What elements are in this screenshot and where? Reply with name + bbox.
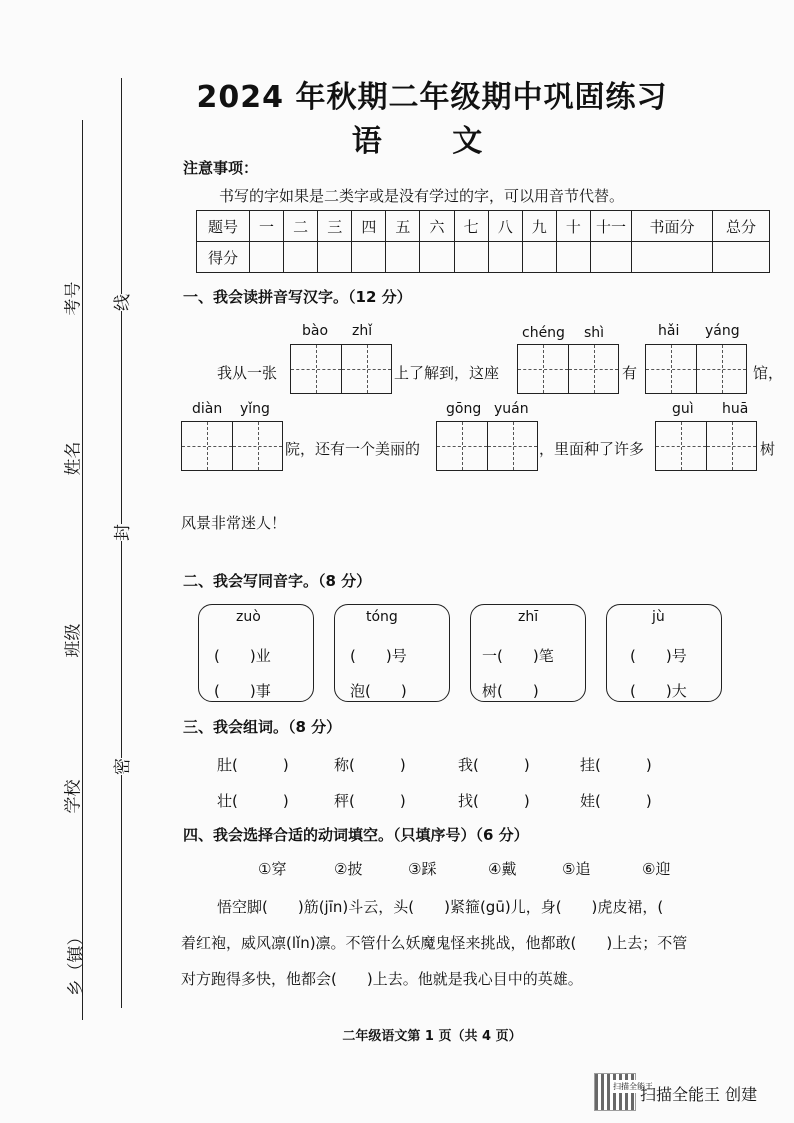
score-cell: 总分 [713,211,770,242]
word-blank[interactable]: 壮( ) [217,792,289,810]
score-cell: 书面分 [632,211,713,242]
score-input-cell[interactable] [352,242,386,273]
score-input-cell[interactable] [284,242,318,273]
writing-cell[interactable] [656,422,706,470]
exam-title: 2024 年秋期二年级期中巩固练习 [196,80,668,115]
score-cell: 一 [250,211,284,242]
homophone-line[interactable]: ( )号 [630,647,687,665]
verb-option: ④戴 [488,860,517,878]
writing-grid-baozhi[interactable] [290,344,392,394]
margin-label-xian: 线 [108,294,133,311]
homophone-line[interactable]: 一( )笔 [482,647,554,665]
score-cell: 七 [454,211,488,242]
notice-heading: 注意事项： [183,159,259,177]
q1-text-1: 我从一张 [217,364,278,382]
verb-option: ③踩 [408,860,437,878]
q4-passage-line[interactable]: 对方跑得多快，他都会( )上去。他就是我心目中的英雄。 [181,970,583,988]
homophone-line[interactable]: 泡( ) [350,682,407,700]
score-cell: 二 [284,211,318,242]
margin-label-banji: 班级 [63,623,84,658]
pinyin-label: chéng [522,325,565,341]
writing-cell[interactable] [696,345,746,393]
pinyin-label: hǎi [658,323,680,339]
score-cell: 九 [522,211,556,242]
margin-label-xingming: 姓名 [63,441,84,476]
score-input-cell[interactable] [420,242,454,273]
binding-line-left [82,120,83,1020]
page-footer: 二年级语文第 1 页（共 4 页） [342,1029,522,1044]
word-blank[interactable]: 我( ) [458,756,530,774]
score-input-cell[interactable] [591,242,632,273]
homophone-line[interactable]: ( )事 [214,682,271,700]
pinyin-label: yáng [705,323,740,339]
q4-passage-line[interactable]: 悟空脚( )筋(jīn)斗云，头( )紧箍(gū)儿，身( )虎皮裙，( [217,898,664,916]
q1-heading: 一、我会读拼音写汉字。（12 分） [183,288,412,306]
score-cell: 三 [318,211,352,242]
writing-cell[interactable] [706,422,756,470]
score-input-cell[interactable] [488,242,522,273]
writing-cell[interactable] [568,345,618,393]
homophone-pinyin: zhī [518,609,539,625]
pinyin-label: bào [302,323,329,339]
writing-cell[interactable] [232,422,282,470]
word-blank[interactable]: 娃( ) [580,792,652,810]
pinyin-label: zhǐ [352,323,373,339]
pinyin-label: huā [722,401,749,417]
score-table-score-row [197,242,770,273]
word-blank[interactable]: 肚( ) [217,756,289,774]
homophone-line[interactable]: ( )业 [214,647,271,665]
scanner-watermark: 扫描全能王 创建 [640,1085,758,1104]
exam-subject: 语 文 [351,124,513,159]
score-input-cell[interactable] [522,242,556,273]
q1-text-7: 树 [760,440,776,458]
q1-text-2: 上了解到，这座 [394,364,500,382]
scanner-badge: 扫描全能王 [613,1082,653,1091]
score-cell: 十一 [591,211,632,242]
notice-text: 书写的字如果是二类字或是没有学过的字，可以用音节代替。 [219,187,625,205]
score-input-cell[interactable] [386,242,420,273]
score-row-label: 得分 [197,242,250,273]
homophone-pinyin: tóng [366,609,398,625]
score-input-cell[interactable] [250,242,284,273]
margin-label-mi: 密 [108,758,133,775]
score-cell: 十 [556,211,590,242]
q1-text-5: 院，还有一个美丽的 [285,440,421,458]
writing-cell[interactable] [182,422,232,470]
pinyin-label: gōng [446,401,482,417]
word-blank[interactable]: 秤( ) [334,792,406,810]
pinyin-label: guì [672,401,694,417]
writing-cell[interactable] [341,345,391,393]
pinyin-label: shì [584,325,605,341]
score-cell: 六 [420,211,454,242]
score-input-cell[interactable] [454,242,488,273]
q4-passage-line[interactable]: 着红袍，威风凛(lǐn)凛。不管什么妖魔鬼怪来挑战，他都敢( )上去；不管 [181,934,688,952]
score-input-cell[interactable] [632,242,713,273]
verb-option: ②披 [334,860,363,878]
margin-label-xuexiao: 学校 [63,779,84,814]
word-blank[interactable]: 称( ) [334,756,406,774]
verb-option: ⑥迎 [642,860,671,878]
q1-text-4: 馆， [753,364,784,382]
score-cell: 题号 [197,211,250,242]
homophone-line[interactable]: ( )大 [630,682,687,700]
q3-heading: 三、我会组词。（8 分） [183,718,342,736]
score-table [196,210,770,273]
margin-label-xiangzhen: 乡（镇） [66,928,87,997]
score-input-cell[interactable] [556,242,590,273]
verb-option: ①穿 [258,860,287,878]
writing-grid-guihua[interactable] [655,421,757,471]
margin-label-kaohao: 考号 [63,281,84,316]
writing-cell[interactable] [518,345,568,393]
pinyin-label: yǐng [240,401,270,417]
pinyin-label: diàn [192,401,223,417]
score-cell: 五 [386,211,420,242]
verb-option: ⑤追 [562,860,591,878]
writing-cell[interactable] [291,345,341,393]
binding-line-right [121,78,122,1008]
word-blank[interactable]: 挂( ) [580,756,652,774]
score-cell: 八 [488,211,522,242]
q1-text-8: 风景非常迷人！ [181,514,287,532]
word-blank[interactable]: 找( ) [458,792,530,810]
score-cell: 四 [352,211,386,242]
writing-grid-gongyuan[interactable] [436,421,538,471]
homophone-line[interactable]: 树( ) [482,682,539,700]
homophone-pinyin: zuò [236,609,261,625]
score-input-cell[interactable] [318,242,352,273]
writing-grid-haiyang[interactable] [645,344,747,394]
q1-text-3: 有 [622,364,638,382]
writing-cell[interactable] [487,422,537,470]
q1-text-6: ，里面种了许多 [539,440,645,458]
score-table-header-row [197,211,770,242]
writing-cell[interactable] [437,422,487,470]
q2-heading: 二、我会写同音字。（8 分） [183,572,372,590]
q4-heading: 四、我会选择合适的动词填空。（只填序号）（6 分） [183,826,529,844]
margin-label-feng: 封 [108,524,133,541]
writing-cell[interactable] [646,345,696,393]
score-input-cell[interactable] [713,242,770,273]
homophone-line[interactable]: ( )号 [350,647,407,665]
writing-grid-chengshi[interactable] [517,344,619,394]
homophone-pinyin: jù [652,609,665,625]
pinyin-label: yuán [494,401,529,417]
writing-grid-dianying[interactable] [181,421,283,471]
